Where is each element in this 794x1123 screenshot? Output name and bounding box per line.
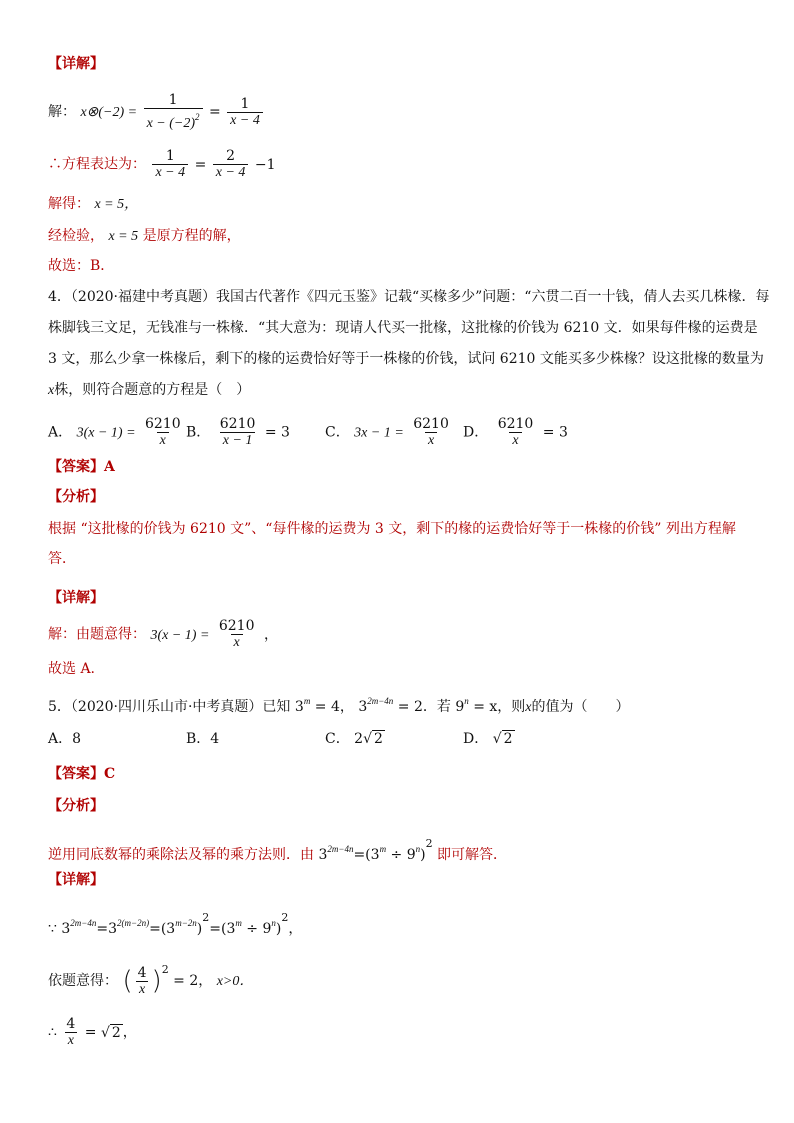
p4-option-b-den: x − 1 (220, 432, 256, 449)
p5-c2-rhs: = 2．若 (397, 699, 451, 715)
p3-frac1-den (144, 108, 203, 132)
p5-cond-lparen: ( (122, 966, 133, 996)
p5-cond-prefix: 依题意得： (48, 973, 118, 989)
p5-an-sq: 2 (425, 837, 433, 850)
p5-option-c-sqrt: √ 2 (363, 731, 383, 747)
p5-cond-sq: 2 (161, 963, 169, 976)
p4-sol-den: x (231, 634, 243, 651)
p5-c1-base: 3 (294, 699, 304, 715)
p5-result-line (48, 1016, 137, 1049)
p3-choose: 故选：B． (48, 258, 115, 274)
p5-because: ∵ (48, 921, 57, 937)
p3-frac3 (152, 148, 188, 181)
p5-c3-exp: n (464, 696, 469, 706)
p5-cond-rhs: = 2， (173, 973, 213, 989)
p3-frac3-den: x − 4 (152, 164, 188, 181)
p4-option-c-frac (410, 416, 452, 449)
p3-frac4-num: 2 (226, 148, 236, 164)
p5-d-eq1: =3 (96, 921, 118, 937)
p4-choose: 故选 A. (48, 661, 96, 677)
p4-stem-line2: 株脚钱三文足，无钱准与一株椽．“其大意为：现请人代买一批椽，这批椽的价钱为 6210 文．如果每件椽的运费是 (48, 320, 758, 336)
p5-answer: C (104, 766, 116, 782)
p5-res-rad: 2 (111, 1024, 121, 1041)
p3-solve-text: 解得： (48, 196, 90, 212)
p4-option-b-frac (217, 416, 259, 449)
p5-cond-den: x (136, 981, 148, 998)
p5-d-eq3: =(3 (209, 921, 236, 937)
p5-d-tail: ， (288, 921, 303, 937)
p3-frac2-num: 1 (240, 95, 250, 112)
p5-option-b: B．4 (186, 731, 220, 747)
p5-option-c-rad: 2 (374, 731, 383, 747)
p4-option-a-lhs: 3(x − 1) = (76, 425, 136, 441)
p3-frac1-den-exp: 2 (195, 112, 200, 122)
p5-c2-exp: 2m−4n (367, 696, 394, 706)
p5-stem-var: x (525, 700, 532, 715)
p5-d-sq1: 2 (202, 911, 210, 924)
p5-option-c-label: C． (325, 731, 350, 747)
p4-option-b (186, 416, 290, 449)
p5-condition-line (48, 960, 253, 998)
p5-answer-label: 【答案】 (48, 766, 104, 782)
p4-sol-prefix: 解：由题意得： (48, 626, 146, 643)
p5-option-d-rad: 2 (503, 731, 513, 747)
p5-d-exp2: 2(m−2n) (117, 918, 150, 928)
p4-option-a-num: 6210 (144, 416, 181, 432)
p3-frac1-num: 1 (168, 92, 178, 108)
p5-an-exp: 2m−4n (327, 844, 354, 854)
p5-option-c (325, 729, 385, 749)
p4-sol-num: 6210 (218, 618, 255, 634)
p5-answer-line (48, 764, 115, 784)
p5-res-prefix: ∴ (48, 1024, 57, 1041)
p3-frac4 (213, 148, 249, 181)
p5-option-d-label: D． (463, 731, 489, 747)
p4-solution-line (48, 618, 278, 651)
p4-stem-line3: 3 文，那么少拿一株椽后，剩下的椽的运费恰好等于一株椽的价钱，试问 6210 文能买多少株椽？设这批椽的数量为 (48, 351, 764, 367)
p3-check-val: x = 5 (108, 229, 139, 244)
p3-frac2-den: x − 4 (227, 112, 263, 129)
p4-answer: A (104, 459, 115, 475)
p5-stem (48, 691, 629, 718)
p5-d-base1: 3 (61, 921, 71, 937)
p5-stem-prefix: 5．（2020·四川乐山市·中考真题）已知 (48, 699, 291, 715)
p5-stem-tail: 的值为（ ） (531, 699, 630, 715)
p4-option-a-label: A． (48, 424, 73, 441)
p5-an-div: ÷ 9 (386, 847, 416, 863)
p5-d-eq2: =(3 (149, 921, 176, 937)
p5-cond-rparen: ) (151, 966, 162, 996)
p4-option-b-rhs: = 3 (264, 424, 290, 441)
p4-detail-label: 【详解】 (48, 590, 104, 606)
p5-detail-label: 【详解】 (48, 872, 104, 888)
p5-c3-base: 9 (455, 699, 465, 715)
p3-tail: −1 (254, 156, 276, 173)
p5-option-d (463, 729, 515, 749)
p5-c2-base: 3 (358, 699, 368, 715)
detail-label: 【详解】 (48, 56, 104, 72)
p3-therefore-line (48, 148, 276, 181)
p5-option-d-sqrt: √ 2 (492, 731, 513, 747)
p4-sol-frac (216, 618, 258, 651)
p5-cond-tail: x>0． (216, 974, 254, 989)
p4-option-c-den: x (425, 432, 437, 449)
p3-check-line (48, 226, 241, 247)
p5-res-tail: ， (122, 1024, 137, 1041)
p5-d-close2: ) (275, 921, 282, 937)
p5-cond-frac (135, 965, 150, 998)
p5-an-m: m (379, 844, 387, 854)
p4-option-c (325, 416, 454, 449)
p5-res-eq: = (84, 1024, 97, 1041)
p3-check-text: 经检验， (48, 228, 104, 244)
p5-d-close1: ) (196, 921, 203, 937)
p4-answer-label: 【答案】 (48, 459, 104, 475)
p5-option-c-coef: 2 (354, 731, 364, 747)
p4-option-b-num: 6210 (219, 416, 256, 432)
p5-c1-rhs: = 4， (314, 699, 354, 715)
p5-analysis-line (48, 834, 507, 865)
p4-stem-var: x (48, 383, 55, 398)
p3-sol-prefix: 解： (48, 104, 76, 120)
p5-c3-rhs: = x，则 (473, 699, 526, 715)
p4-option-c-lhs: 3x − 1 = (354, 425, 404, 441)
p5-derivation-line (48, 908, 302, 939)
p3-solve-line (48, 194, 138, 215)
p4-analysis-line2: 答． (48, 551, 76, 567)
p5-c1-exp: m (303, 696, 311, 706)
p5-d-exp3: m−2n (175, 918, 197, 928)
p5-res-den: x (65, 1032, 77, 1049)
p4-answer-line (48, 457, 115, 477)
p5-d-div: ÷ 9 (241, 921, 272, 937)
p4-option-d-num: 6210 (497, 416, 534, 432)
p4-stem-line4 (48, 380, 250, 401)
p5-an-mid: =(3 (353, 847, 380, 863)
p3-frac2 (227, 96, 263, 129)
p3-frac1 (144, 92, 203, 132)
p5-d-exp5: n (271, 918, 276, 928)
p5-analysis-label: 【分析】 (48, 798, 104, 814)
p5-res-num: 4 (66, 1016, 76, 1032)
p4-stem-line4-text: 株，则符合题意的方程是（ ） (54, 382, 251, 398)
p4-option-c-num: 6210 (413, 416, 449, 432)
p4-analysis-line1: 根据 “这批椽的价钱为 6210 文”、“每件椽的运费为 3 文，剩下的椽的运费恰好等于一株椽的价钱” 列出方程解 (48, 521, 736, 537)
p5-res-sqrt: √ 2 (100, 1024, 121, 1041)
p5-d-exp4: m (235, 918, 242, 928)
p4-option-a-den: x (157, 432, 169, 449)
p3-eq2: = (194, 156, 207, 173)
p5-d-sq2: 2 (281, 911, 289, 924)
p5-an-n: n (415, 844, 421, 854)
p3-solution-line (48, 92, 265, 132)
p5-res-frac (63, 1016, 78, 1049)
p4-option-a (48, 416, 186, 449)
p4-option-b-label: B． (186, 424, 211, 441)
p4-option-c-label: C． (325, 424, 350, 441)
p4-stem-line1: 4．（2020·福建中考真题）我国古代著作《四元玉鉴》记载“买椽多少”问题：“六贯二百一十钱，倩人去买几株椽．每 (48, 289, 770, 305)
p5-option-a: A．8 (48, 731, 82, 747)
p5-analysis-tail: 即可解答． (437, 847, 508, 863)
p4-option-a-frac (142, 416, 184, 449)
p5-an-base: 3 (318, 847, 328, 863)
p4-option-d (463, 416, 568, 449)
p4-option-d-den: x (509, 432, 521, 449)
p4-option-d-frac (495, 416, 537, 449)
p5-an-close: ) (420, 847, 426, 863)
p5-analysis-text: 逆用同底数幂的乘除法及幂的乘方法则．由 (48, 847, 314, 863)
p3-therefore-text: ∴方程表达为： (48, 156, 146, 173)
p5-d-exp1: 2m−4n (70, 918, 97, 928)
p5-cond-num: 4 (137, 964, 147, 981)
p3-eq-lead: x⊗(−2) = (80, 105, 138, 120)
p4-sol-lhs: 3(x − 1) = (150, 627, 210, 643)
p3-frac1-den-text: x − (−2) (146, 116, 196, 131)
p3-frac4-den: x − 4 (213, 164, 249, 181)
p3-check-tail: 是原方程的解， (142, 228, 241, 244)
p4-option-d-rhs: = 3 (542, 424, 568, 441)
p4-option-d-label: D． (463, 424, 489, 441)
p3-frac3-num: 1 (165, 148, 175, 164)
p4-sol-tail: ， (263, 626, 278, 643)
p3-solve-val: x = 5， (94, 197, 139, 212)
p4-analysis-label: 【分析】 (48, 489, 104, 505)
p3-eq-mid: = (208, 104, 221, 120)
